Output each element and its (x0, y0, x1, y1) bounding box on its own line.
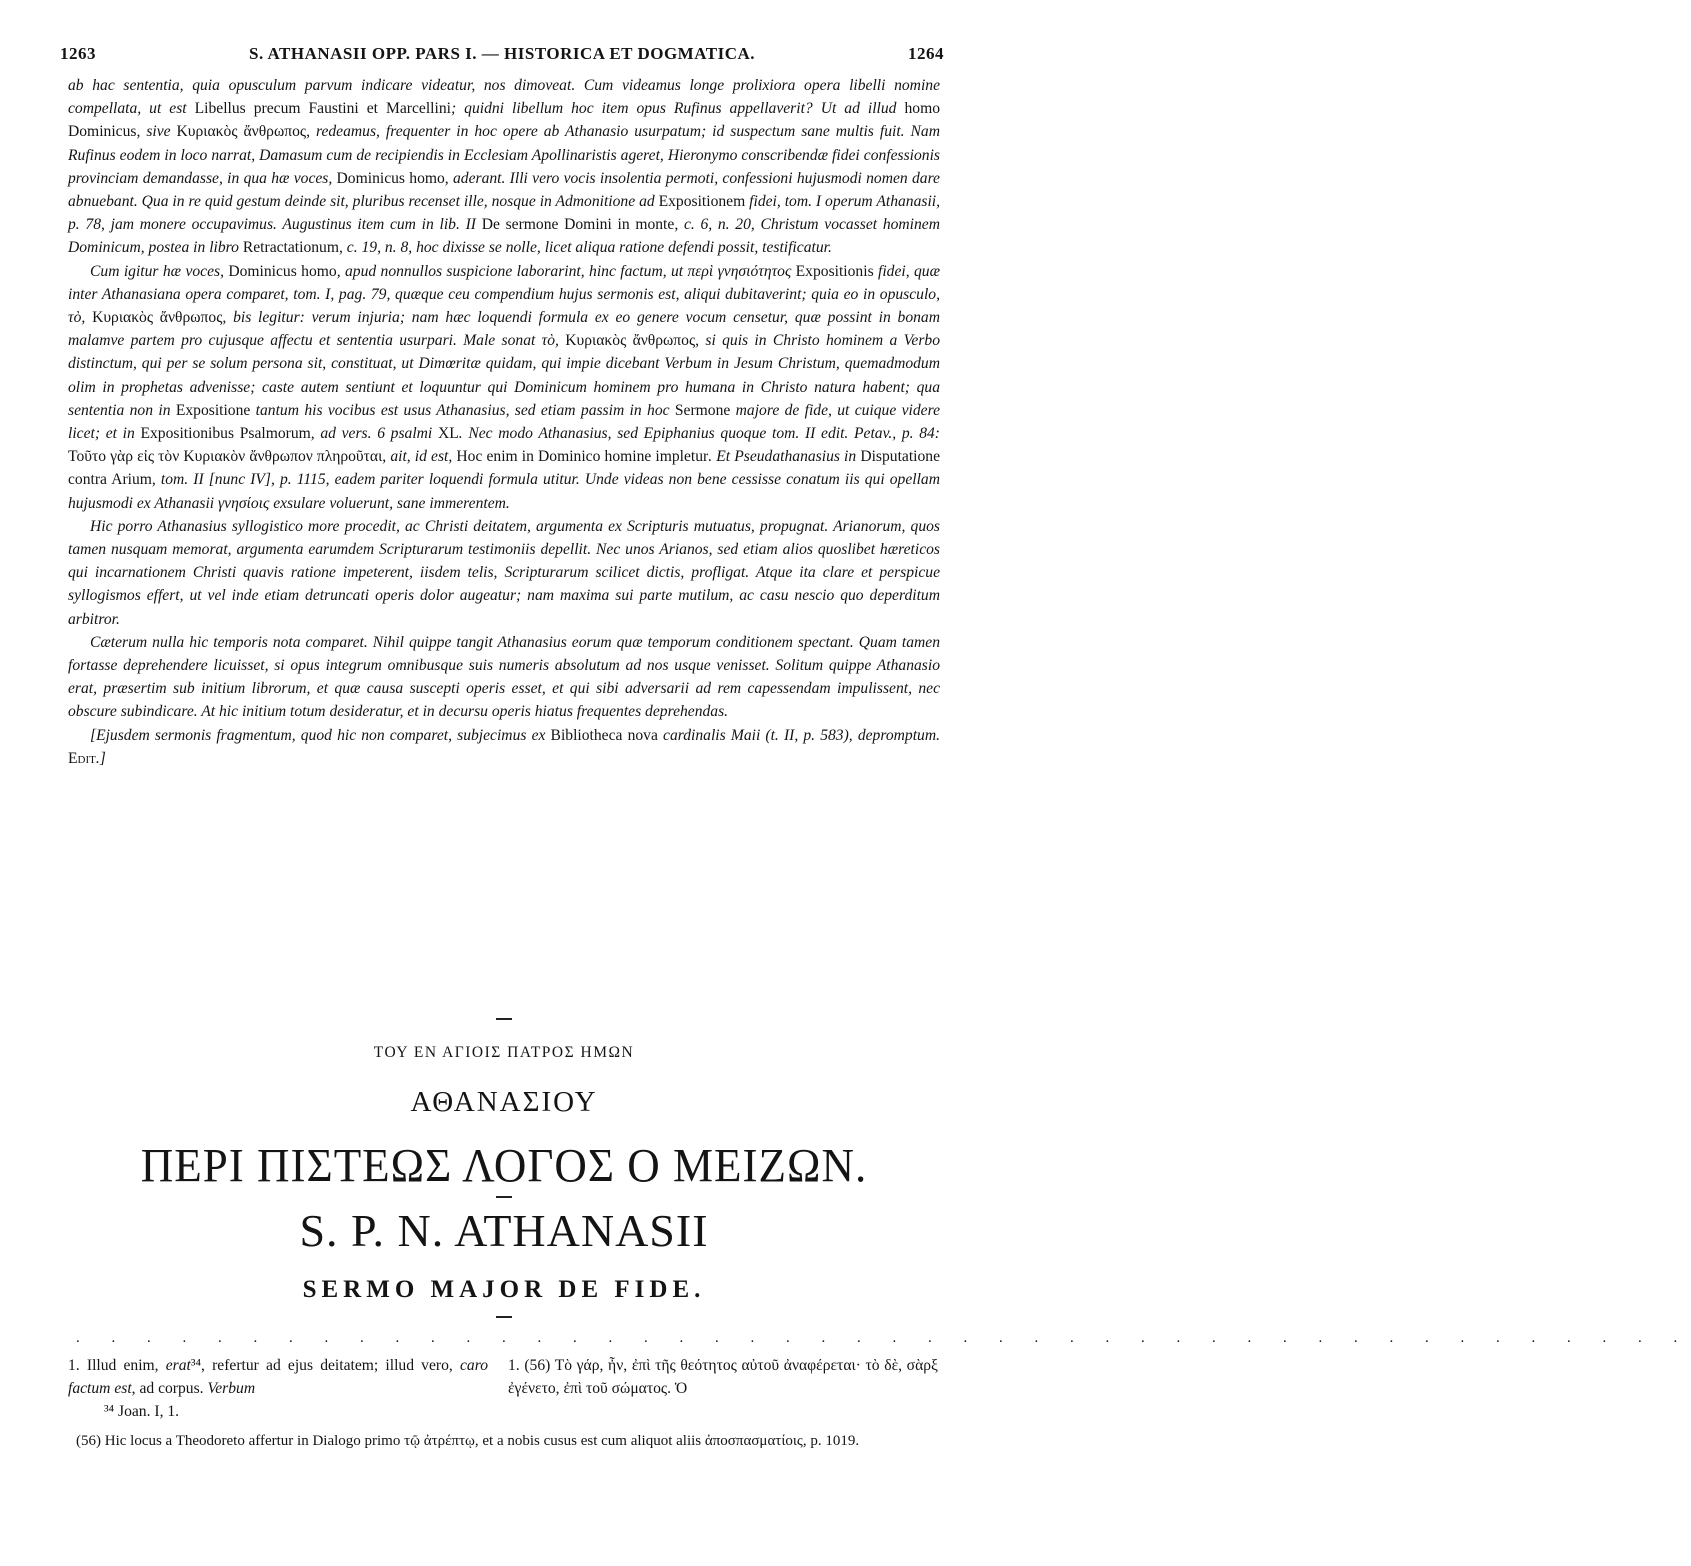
italic-run: , ad vers. 6 psalmi (310, 425, 438, 443)
italic-run: Hic porro Athanasius syllogistico more procedit, ac Christi deitatem, argumenta ex Scripturis mutuatus, propugnat. Arianorum, quos tamen nusquam memorat, argumenta earumdem Scripturarum testimoniis depellit. Nec unos Arianos, sed etiam alios quoslibet hæreticos qui incarnationem Christi quavis ratione impeterent, iisdem telis, Scripturarum scilicet dictis, profligat. Atque ita clare et perspicue syllogismos effert, ut vel inde etiam detruncati operis dolor augeatur; nam maxima sui parte mutilum, ac casu nescio quo deperditum arbitror. (68, 517, 940, 628)
greek-title-line-2: ΑΘΑΝΑΣΙΟΥ (410, 1086, 598, 1118)
introduction-text (68, 74, 940, 770)
upright-run: Κυριακὸς ἄνθρωπος (92, 309, 223, 327)
upright-run: Dominicus homo (336, 169, 445, 187)
upright-run: Libellus precum Faustini et Marcellini (194, 100, 451, 118)
italic-run: , aderant. Illi vero vocis insolentia permoti, confessioni hujusmodi nomen dare abnuebant. Qua in re quid gestum deinde sit, pluribus recenset ille, nosque in Admonitione ad (68, 169, 940, 211)
upright-run: Expositione (175, 401, 251, 419)
upright-run: Expositionem (658, 193, 746, 211)
paragraph (68, 724, 940, 770)
title-rule (496, 1196, 512, 1198)
upright-run: Expositionibus Psalmorum (140, 425, 311, 443)
italic-run: fidei, tom. I operum Athanasii, p. 78, jam monere occupavimus. Augustinus item cum in lib. II (68, 193, 941, 234)
latin-title-line-1: S. P. N. ATHANASII (299, 1205, 709, 1256)
italic-run: , tom. II [nunc IV], p. 1115, eadem pariter loquendi formula utitur. Unde videas non bene cessisse conatum iis qui opellam hujusmodi ex Athanasii γνησίοις exsulare voluerunt, sane immerentem. (68, 471, 940, 512)
upright-run: De sermone Domini in monte (481, 216, 675, 234)
latin-title-line-2: SERMO MAJOR DE FIDE. (302, 1276, 706, 1303)
italic-run: ab hac sententia, quia opusculum parvum indicare videatur, nos dimoveat. Cum videamus longe prolixiora opera libelli nomine compellata, ut est (68, 77, 940, 118)
running-title: S. ATHANASII OPP. PARS I. — HISTORICA ET DOGMATICA. (248, 44, 755, 63)
paragraph (68, 631, 940, 724)
italic-run: Cum igitur hæ voces, (90, 262, 229, 280)
italic-run: , redeamus, frequenter in hoc opere ab Athanasio usurpatum; id suspectum sane multis fuit. Nam Rufinus eodem in loco narrat, Damasum cum de recipiendis in Ecclesiam Apollinaristis ageret, Hieronymo conscribendæ fidei confessionis provinciam demandasse, in qua hæ voces, (68, 123, 940, 187)
title-rule-lower (496, 1316, 512, 1318)
latin-italic: erat (165, 1357, 191, 1374)
italic-run: cardinalis Maii (t. II, p. 583), depromptum. (657, 726, 940, 744)
italic-run: , bis legitur: verum injuria; nam hæc loquendi formula ex eo genere vocum censetur, quæ possint in bonam malamve partem pro cujusque affectu et sententia usurpari. Male sonat τὸ, (68, 309, 940, 350)
footnote: (56) Hic locus a Theodoreto affertur in Dialogo primo τῷ ἀτρέπτῳ, et a nobis cusus est cum aliquot aliis ἀποσπασματίοις, p. 1019. (76, 1433, 860, 1449)
small-caps-run: XL (437, 425, 459, 443)
italic-run: fidei, quæ inter Athanasiana opera comparet, tom. I, pag. 79, quæque ceu compendium hujus sermonis est, aliqui dubitaverint; quia eo in opusculo, τὸ, (68, 262, 941, 327)
italic-run: , ait, id est, (382, 448, 457, 466)
italic-run: ; quidni libellum hoc item opus Rufinus appellaverit? Ut ad illud (450, 100, 905, 118)
greek-column: 1. (56) Τὸ γάρ, ἦν, ἐπὶ τῆς θεότητος αὐτοῦ ἀναφέρεται· τὸ δὲ, σὰρξ ἐγένετο, ἐπὶ τοῦ σώματος. Ὁ (508, 1357, 938, 1397)
greek-title-line-1: ΤΟΥ ΕΝ ΑΓΙΟΙΣ ΠΑΤΡΟΣ ΗΜΩΝ (373, 1044, 635, 1061)
upright-run: Κυριακὸς ἄνθρωπος (176, 123, 307, 141)
scripture-reference: ³⁴ Joan. I, 1. (104, 1403, 180, 1420)
italic-run: [Ejusdem sermonis fragmentum, quod hic non comparet, subjecimus ex (90, 726, 551, 744)
italic-run: , apud nonnullos suspicione laborarint, hinc factum, ut περὶ γνησιότητος (336, 262, 796, 280)
small-caps-run: Edit (68, 749, 96, 767)
italic-run: . Nec modo Athanasius, sed Epiphanius quoque tom. II edit. Petav., p. 84: (458, 425, 940, 443)
upright-run: Bibliotheca nova (550, 726, 658, 744)
latin-text: , refertur ad ejus deitatem; illud vero, (201, 1357, 460, 1374)
italic-run: tantum his vocibus est usus Athanasius, sed etiam passim in hoc (250, 401, 675, 419)
section-rule (496, 1018, 512, 1020)
upright-run: Hoc enim in Dominico homine impletur (456, 448, 709, 466)
latin-italic: caro factum est (68, 1357, 488, 1397)
page-number-left: 1263 (60, 44, 96, 63)
paragraph (68, 74, 940, 260)
italic-run: majore de fide, ut cuique videre licet; et in (68, 401, 940, 443)
italic-run: , c. 19, n. 8, hoc dixisse se nolle, licet aliqua ratione defendi possit, testificatur. (338, 239, 832, 257)
italic-run: . Et Pseudathanasius in (708, 448, 861, 466)
latin-italic: Verbum (207, 1380, 256, 1397)
italic-run: , sive (136, 123, 177, 141)
upright-run: homo Dominicus (68, 100, 940, 141)
upright-run: Τοῦτο γὰρ εἰς τὸν Κυριακὸν ἄνθρωπον πληροῦται (68, 448, 383, 466)
italic-run: Cæterum nulla hic temporis nota comparet. Nihil quippe tangit Athanasius eorum quæ temporum conditionem spectant. Quam tamen fortasse deprehendere licuisset, si opus integrum omnibusque suis numeris absolutum ad nos usque venisset. Solitum quippe Athanasio erat, præsertim sub initium librorum, et quæ causa suscepti operis esset, et qui sibi adversarii ad rem capessendam impulissent, nec obscure subindicare. At hic initium totum desideratur, et in decursu operis hiatus frequentes deprehendas. (68, 633, 940, 721)
footnote-marker: ³⁴ (190, 1357, 202, 1374)
paragraph (68, 260, 940, 515)
paragraph (68, 515, 940, 631)
latin-column (68, 1354, 488, 1423)
upright-run: Expositionis (795, 262, 874, 280)
upright-run: Sermone (674, 401, 731, 419)
italic-run: .] (95, 749, 106, 767)
lacuna-dots: . . . . . . . . . . . . . . . . . . . . . . . . . . . . . . . . . . . . . . . . . . . . . . (76, 1330, 1691, 1346)
page-number-right: 1264 (908, 44, 944, 63)
upright-run: Κυριακὸς ἄνθρωπος (565, 332, 696, 350)
upright-run: Disputatione contra Arium (68, 448, 941, 489)
latin-text: 1. Illud enim, (68, 1357, 166, 1374)
italic-run: , si quis in Christo hominem a Verbo distinctum, qui per se solum persona sit, constituat, ut Dimœritæ quidam, qui impie dicebant Verbum in Jesum Christum, quemadmodum olim in prophetas advenisse; caste autem sentiunt et loquuntur qui Dominicum hominem pro humana in Christo natura habent; qua sententia non in (68, 332, 940, 419)
upright-run: Dominicus homo (228, 262, 337, 280)
running-header (60, 44, 944, 68)
greek-title-line-3: ΠΕΡΙ ΠΙΣΤΕΩΣ ΛΟΓΟΣ Ο ΜΕΙΖΩΝ. (140, 1139, 868, 1193)
upright-run: Retractationum (242, 239, 339, 257)
latin-text: , ad corpus. (131, 1380, 208, 1397)
italic-run: , c. 6, n. 20, Christum vocasset hominem Dominicum, postea in libro (68, 216, 940, 257)
